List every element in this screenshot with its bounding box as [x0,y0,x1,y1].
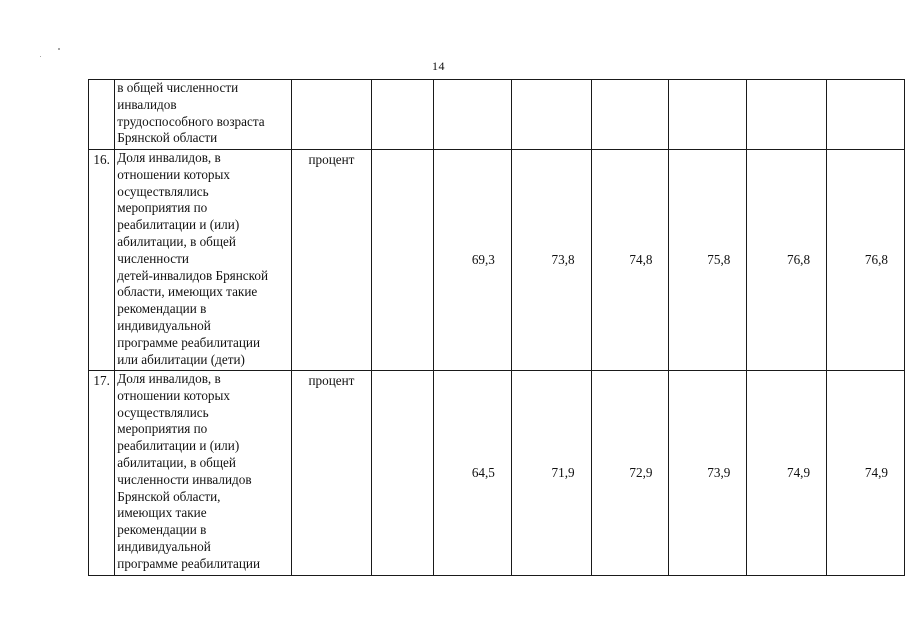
value-cell [747,80,827,150]
value-cell: 76,8 [747,150,827,371]
value-cell [434,80,512,150]
indicator-description: Доля инвалидов, в отношении которых осуществлялись мероприятия по реабилитации и (или) абилитации, в общей численности детей-инвалидов Брянской области, имеющих такие рекомендации в индивидуальной программе реабилитации или абилитации (дети) [115,150,292,371]
value-cell: 74,9 [747,371,827,576]
empty-cell [372,371,434,576]
value-cell [511,80,591,150]
indicators-table [88,79,905,576]
indicator-description: Доля инвалидов, в отношении которых осуществлялись мероприятия по реабилитации и (или) абилитации, в общей численности инвалидов Брянской области, имеющих такие рекомендации в индивидуальной программе реабилитации [115,371,292,576]
table-row [89,371,905,576]
value-cell [591,80,669,150]
table-row [89,80,905,150]
row-number: 17. [89,371,115,576]
value-cell: 73,8 [511,150,591,371]
value-cell: 75,8 [669,150,747,371]
value-cell: 64,5 [434,371,512,576]
unit-cell: процент [291,150,371,371]
unit-cell: процент [291,371,371,576]
value-cell: 73,9 [669,371,747,576]
value-cell [827,80,905,150]
row-number [89,80,115,150]
value-cell: 71,9 [511,371,591,576]
unit-cell [291,80,371,150]
value-cell: 69,3 [434,150,512,371]
row-number: 16. [89,150,115,371]
value-cell: 76,8 [827,150,905,371]
value-cell [669,80,747,150]
empty-cell [372,150,434,371]
scan-speck [58,48,60,50]
value-cell: 74,8 [591,150,669,371]
value-cell: 74,9 [827,371,905,576]
indicator-description: в общей численности инвалидов трудоспособного возраста Брянской области [115,80,292,150]
table-row [89,150,905,371]
page-number: 14 [432,59,445,73]
empty-cell [372,80,434,150]
scan-speck [40,56,41,57]
value-cell: 72,9 [591,371,669,576]
